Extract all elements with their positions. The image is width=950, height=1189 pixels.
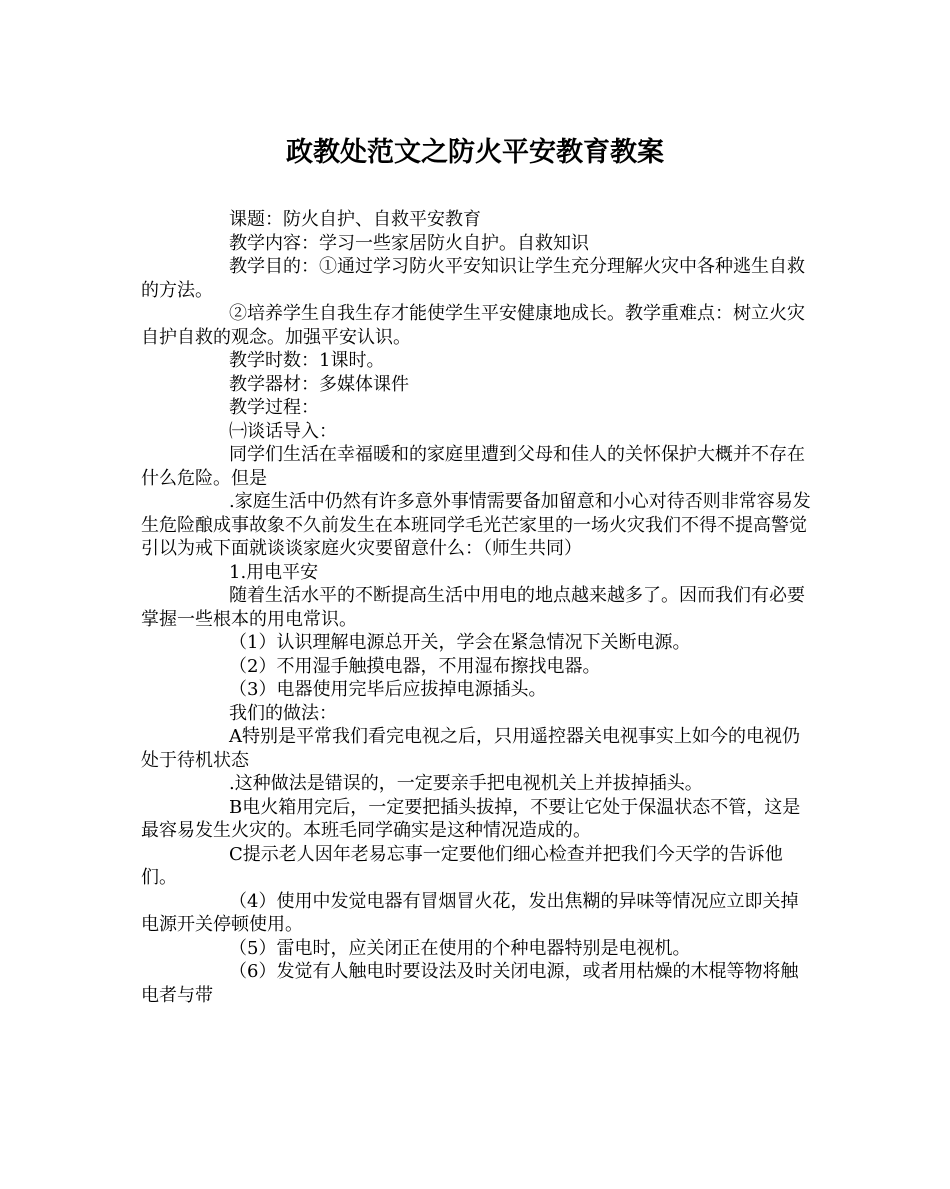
paragraph: （5）雷电时，应关闭正在使用的个种电器特别是电视机。: [229, 937, 691, 959]
paragraph: （6）发觉有人触电时要设法及时关闭电源，或者用枯燥的木棍等物将触电者与带: [141, 961, 799, 1006]
paragraph: 教学过程：: [229, 397, 319, 418]
paragraph: （4）使用中发觉电器有冒烟冒火花，发出焦糊的异味等情况应立即关掉电源开关停顿使用。: [141, 890, 799, 935]
paragraph: 教学时数：1课时。: [229, 350, 385, 371]
paragraph: 1.用电平安: [229, 561, 319, 583]
paragraph: 随着生活水平的不断提高生活中用电的地点越来越多了。因而我们有必要掌握一些根本的用电常识。: [141, 585, 805, 630]
paragraph: 同学们生活在幸福暖和的家庭里遭到父母和佳人的关怀保护大概并不存在什么危险。但是: [141, 444, 805, 489]
paragraph: 课题：防火自护、自救平安教育: [229, 209, 481, 230]
document-title: 政教处范文之防火平安教育教案: [286, 137, 664, 168]
document-body: [141, 208, 813, 1007]
paragraph: .家庭生活中仍然有许多意外事情需要备加留意和小心对待否则非常容易发生危险酿成事故象不久前发生在本班同学毛光芒家里的一场火灾我们不得不提高警觉引以为戒下面就谈谈家庭火灾要留意什么：（师生共同）: [141, 491, 811, 559]
paragraph: 我们的做法：: [229, 702, 337, 724]
paragraph: A特别是平常我们看完电视之后，只用遥控器关电视事实上如今的电视仍处于待机状态: [141, 726, 800, 771]
paragraph: ②培养学生自我生存才能使学生平安健康地成长。教学重难点：树立火灾自护自救的观念。加强平安认识。: [141, 303, 805, 348]
paragraph: ㈠谈话导入：: [229, 420, 337, 442]
paragraph: 教学内容：学习一些家居防火自护。自救知识: [229, 232, 589, 254]
paragraph: 教学目的：①通过学习防火平安知识让学生充分理解火灾中各种逃生自救的方法。: [141, 256, 805, 301]
paragraph: 教学器材：多媒体课件: [229, 373, 409, 395]
paragraph: .这种做法是错误的，一定要亲手把电视机关上并拔掉插头。: [229, 773, 703, 794]
paragraph: （2）不用湿手触摸电器，不用湿布擦找电器。: [229, 655, 601, 677]
paragraph: （1）认识理解电源总开关，学会在紧急情况下关断电源。: [229, 632, 691, 653]
paragraph: （3）电器使用完毕后应拔掉电源插头。: [229, 679, 547, 700]
paragraph: B电火箱用完后，一定要把插头拔掉，不要让它处于保温状态不管，这是最容易发生火灾的。本班毛同学确实是这种情况造成的。: [141, 796, 801, 841]
paragraph: C提示老人因年老易忘事一定要他们细心检查并把我们今天学的告诉他们。: [141, 843, 783, 888]
